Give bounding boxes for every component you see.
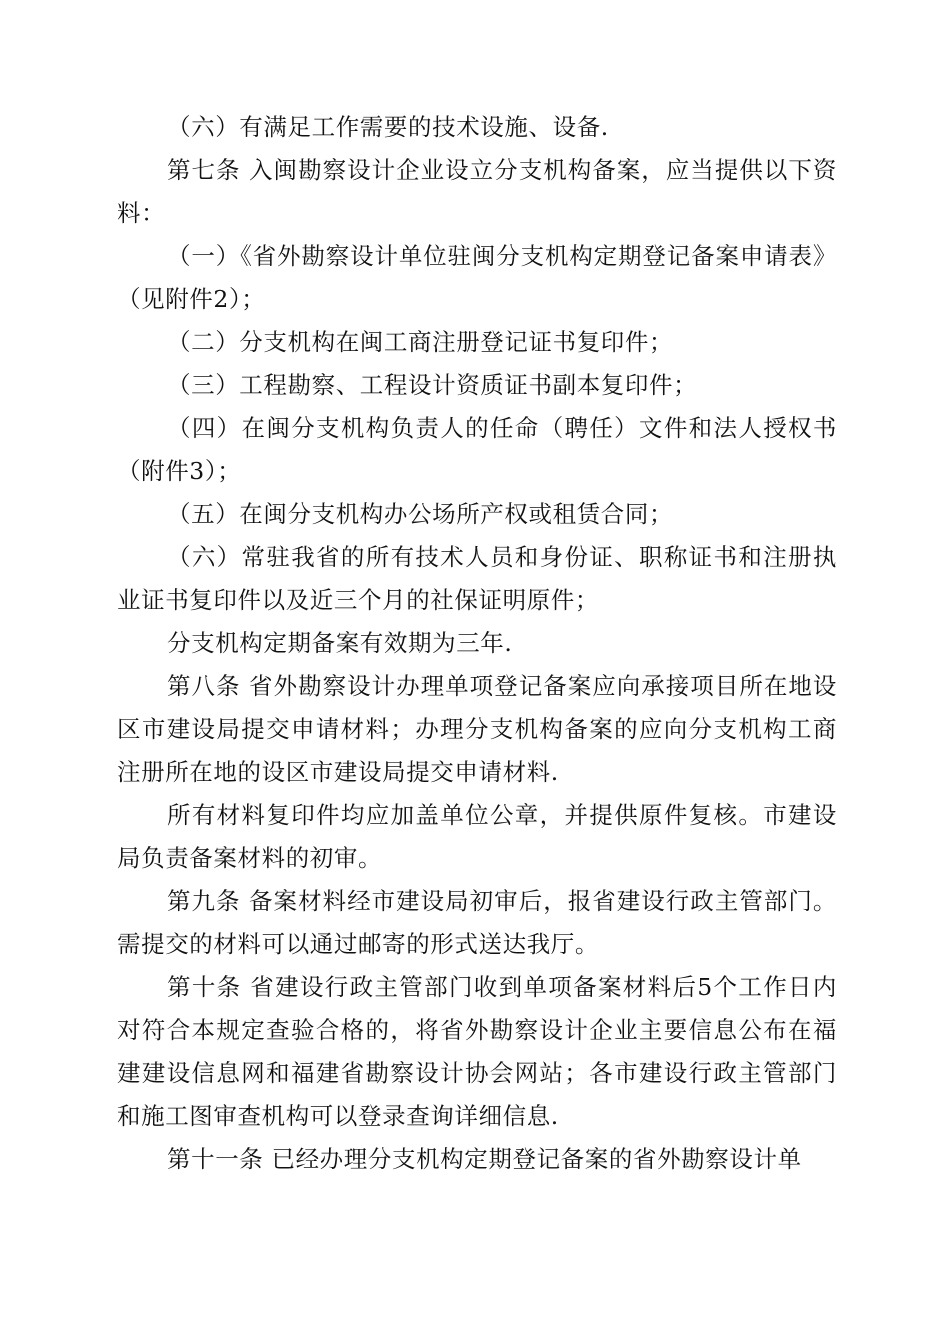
paragraph-article-8: 第八条 省外勘察设计办理单项登记备案应向承接项目所在地设区市建设局提交申请材料；办理分支机构备案的应向分支机构工商注册所在地的设区市建设局提交申请材料. [117, 672, 837, 786]
paragraph-article-7: 第七条 入闽勘察设计企业设立分支机构备案，应当提供以下资料： [117, 156, 837, 227]
document-body [117, 106, 837, 1181]
paragraph-item-2-business-registration: （二）分支机构在闽工商注册登记证书复印件； [167, 328, 674, 356]
paragraph-item-3-qualification-certificate: （三）工程勘察、工程设计资质证书副本复印件； [167, 371, 698, 399]
paragraph-article-10: 第十条 省建设行政主管部门收到单项备案材料后5个工作日内对符合本规定查验合格的，将省外勘察设计企业主要信息公布在福建建设信息网和福建省勘察设计协会网站；各市建设行政主管部门和施工图审查机构可以登录查询详细信息. [117, 973, 837, 1130]
paragraph-item-5-office-lease: （五）在闽分支机构办公场所产权或租赁合同； [167, 500, 674, 528]
paragraph-article-11: 第十一条 已经办理分支机构定期登记备案的省外勘察设计单 [167, 1145, 802, 1173]
paragraph-article-9: 第九条 备案材料经市建设局初审后，报省建设行政主管部门。需提交的材料可以通过邮寄的形式送达我厅。 [117, 887, 837, 958]
paragraph-item-1-application-form: （一）《省外勘察设计单位驻闽分支机构定期登记备案申请表》（见附件2）； [117, 242, 837, 313]
paragraph-item-4-appointment-documents: （四）在闽分支机构负责人的任命（聘任）文件和法人授权书（附件3）； [117, 414, 837, 485]
paragraph-official-seal: 所有材料复印件均应加盖单位公章，并提供原件复核。市建设局负责备案材料的初审。 [117, 801, 837, 872]
paragraph-item-6-facilities: （六）有满足工作需要的技术设施、设备. [167, 113, 609, 141]
paragraph-item-6-technical-staff: （六）常驻我省的所有技术人员和身份证、职称证书和注册执业证书复印件以及近三个月的社保证明原件； [117, 543, 837, 614]
paragraph-validity-period: 分支机构定期备案有效期为三年. [167, 629, 513, 657]
